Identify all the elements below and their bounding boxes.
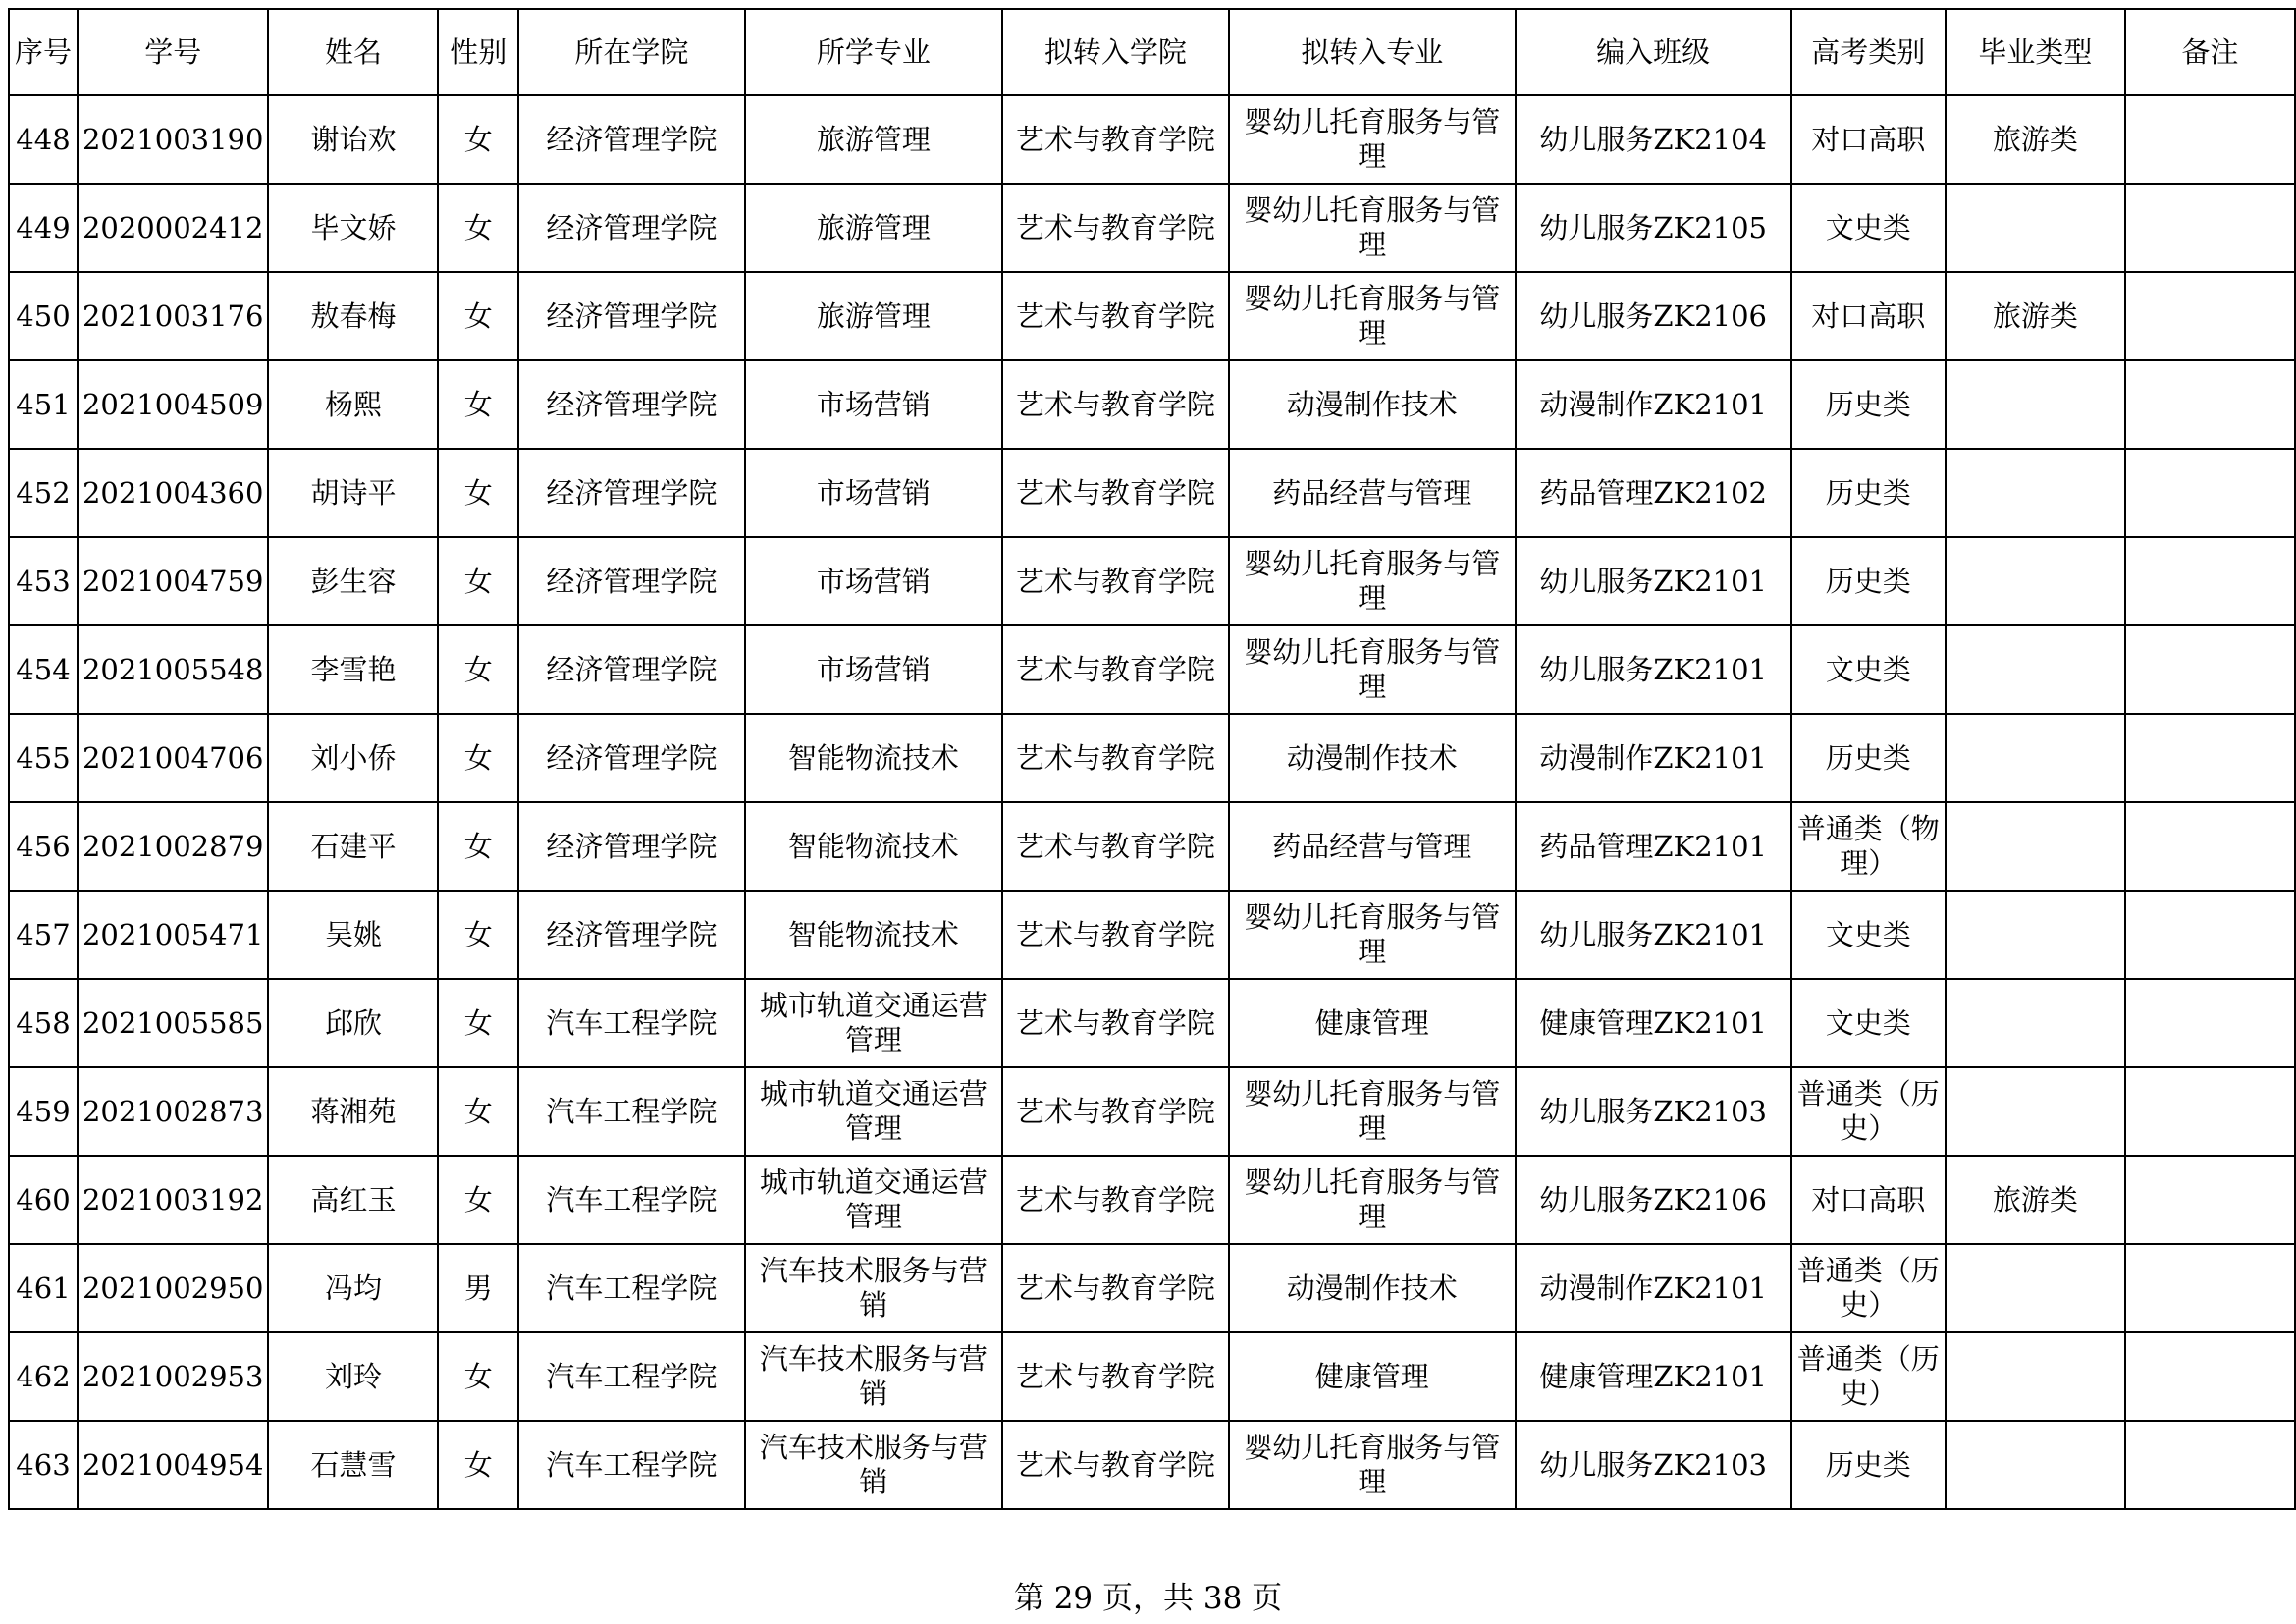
cell-target-major: 婴幼儿托育服务与管理 xyxy=(1229,184,1516,272)
cell-target-college: 艺术与教育学院 xyxy=(1002,1244,1229,1332)
column-header-gender: 性别 xyxy=(438,9,518,95)
column-header-graduation-type: 毕业类型 xyxy=(1946,9,2125,95)
cell-student-id: 2021004509 xyxy=(78,360,269,449)
cell-target-major: 动漫制作技术 xyxy=(1229,714,1516,802)
cell-student-id: 2021004360 xyxy=(78,449,269,537)
table-row xyxy=(9,360,2295,449)
cell-current-college: 汽车工程学院 xyxy=(518,979,745,1067)
cell-gender: 女 xyxy=(438,802,518,891)
cell-graduation-type: 旅游类 xyxy=(1946,272,2125,360)
cell-gender: 女 xyxy=(438,625,518,714)
cell-current-college: 经济管理学院 xyxy=(518,360,745,449)
cell-student-id: 2021002950 xyxy=(78,1244,269,1332)
cell-gender: 女 xyxy=(438,1421,518,1509)
cell-current-college: 经济管理学院 xyxy=(518,537,745,625)
cell-student-id: 2021003192 xyxy=(78,1156,269,1244)
cell-target-college: 艺术与教育学院 xyxy=(1002,802,1229,891)
cell-seq: 459 xyxy=(9,1067,78,1156)
cell-student-id: 2021002873 xyxy=(78,1067,269,1156)
cell-gender: 女 xyxy=(438,979,518,1067)
cell-assigned-class: 幼儿服务ZK2101 xyxy=(1516,537,1791,625)
cell-exam-category: 文史类 xyxy=(1791,891,1946,979)
cell-target-college: 艺术与教育学院 xyxy=(1002,1421,1229,1509)
cell-remarks xyxy=(2125,449,2295,537)
cell-assigned-class: 幼儿服务ZK2103 xyxy=(1516,1067,1791,1156)
cell-graduation-type xyxy=(1946,360,2125,449)
cell-exam-category: 历史类 xyxy=(1791,714,1946,802)
table-row xyxy=(9,891,2295,979)
cell-target-college: 艺术与教育学院 xyxy=(1002,95,1229,184)
cell-exam-category: 文史类 xyxy=(1791,625,1946,714)
cell-name: 刘玲 xyxy=(268,1332,438,1421)
cell-target-college: 艺术与教育学院 xyxy=(1002,979,1229,1067)
cell-remarks xyxy=(2125,1421,2295,1509)
cell-graduation-type xyxy=(1946,449,2125,537)
cell-name: 谢诒欢 xyxy=(268,95,438,184)
cell-target-college: 艺术与教育学院 xyxy=(1002,1332,1229,1421)
cell-exam-category: 普通类（历史） xyxy=(1791,1244,1946,1332)
cell-current-college: 经济管理学院 xyxy=(518,449,745,537)
column-header-target-college: 拟转入学院 xyxy=(1002,9,1229,95)
cell-seq: 461 xyxy=(9,1244,78,1332)
cell-seq: 450 xyxy=(9,272,78,360)
cell-student-id: 2021004759 xyxy=(78,537,269,625)
cell-assigned-class: 健康管理ZK2101 xyxy=(1516,1332,1791,1421)
cell-gender: 女 xyxy=(438,272,518,360)
table-row xyxy=(9,1421,2295,1509)
cell-graduation-type xyxy=(1946,1421,2125,1509)
cell-seq: 463 xyxy=(9,1421,78,1509)
cell-student-id: 2021005585 xyxy=(78,979,269,1067)
cell-target-major: 动漫制作技术 xyxy=(1229,360,1516,449)
cell-target-major: 婴幼儿托育服务与管理 xyxy=(1229,272,1516,360)
column-header-current-major: 所学专业 xyxy=(745,9,1002,95)
cell-seq: 454 xyxy=(9,625,78,714)
table-row xyxy=(9,979,2295,1067)
cell-assigned-class: 幼儿服务ZK2106 xyxy=(1516,272,1791,360)
cell-graduation-type xyxy=(1946,537,2125,625)
table-body xyxy=(9,95,2295,1509)
table-row xyxy=(9,184,2295,272)
cell-current-college: 汽车工程学院 xyxy=(518,1067,745,1156)
cell-remarks xyxy=(2125,1067,2295,1156)
cell-current-major: 城市轨道交通运营管理 xyxy=(745,979,1002,1067)
table-row xyxy=(9,95,2295,184)
cell-seq: 449 xyxy=(9,184,78,272)
cell-target-major: 药品经营与管理 xyxy=(1229,802,1516,891)
cell-target-college: 艺术与教育学院 xyxy=(1002,449,1229,537)
cell-exam-category: 对口高职 xyxy=(1791,1156,1946,1244)
student-transfer-table xyxy=(8,8,2296,1510)
cell-gender: 女 xyxy=(438,714,518,802)
cell-current-college: 经济管理学院 xyxy=(518,625,745,714)
cell-name: 高红玉 xyxy=(268,1156,438,1244)
cell-current-major: 智能物流技术 xyxy=(745,802,1002,891)
column-header-remarks: 备注 xyxy=(2125,9,2295,95)
cell-seq: 462 xyxy=(9,1332,78,1421)
cell-assigned-class: 幼儿服务ZK2101 xyxy=(1516,891,1791,979)
cell-target-major: 婴幼儿托育服务与管理 xyxy=(1229,1156,1516,1244)
cell-graduation-type xyxy=(1946,625,2125,714)
cell-current-major: 市场营销 xyxy=(745,537,1002,625)
cell-remarks xyxy=(2125,891,2295,979)
cell-graduation-type xyxy=(1946,184,2125,272)
cell-gender: 女 xyxy=(438,1156,518,1244)
cell-current-major: 智能物流技术 xyxy=(745,891,1002,979)
table-row xyxy=(9,449,2295,537)
cell-name: 刘小侨 xyxy=(268,714,438,802)
page-footer: 第 29 页，共 38 页 xyxy=(1013,1581,1283,1616)
cell-target-major: 婴幼儿托育服务与管理 xyxy=(1229,537,1516,625)
table-row xyxy=(9,1244,2295,1332)
cell-exam-category: 普通类（历史） xyxy=(1791,1067,1946,1156)
cell-exam-category: 历史类 xyxy=(1791,360,1946,449)
cell-exam-category: 历史类 xyxy=(1791,1421,1946,1509)
cell-current-college: 汽车工程学院 xyxy=(518,1244,745,1332)
cell-assigned-class: 健康管理ZK2101 xyxy=(1516,979,1791,1067)
cell-exam-category: 文史类 xyxy=(1791,979,1946,1067)
cell-seq: 451 xyxy=(9,360,78,449)
cell-assigned-class: 幼儿服务ZK2101 xyxy=(1516,625,1791,714)
cell-target-college: 艺术与教育学院 xyxy=(1002,1156,1229,1244)
cell-target-major: 婴幼儿托育服务与管理 xyxy=(1229,1421,1516,1509)
cell-current-major: 旅游管理 xyxy=(745,272,1002,360)
cell-assigned-class: 药品管理ZK2102 xyxy=(1516,449,1791,537)
cell-name: 吴姚 xyxy=(268,891,438,979)
cell-target-college: 艺术与教育学院 xyxy=(1002,625,1229,714)
cell-name: 蒋湘苑 xyxy=(268,1067,438,1156)
cell-student-id: 2021003176 xyxy=(78,272,269,360)
cell-current-college: 经济管理学院 xyxy=(518,272,745,360)
table-row xyxy=(9,1067,2295,1156)
column-header-assigned-class: 编入班级 xyxy=(1516,9,1791,95)
cell-seq: 460 xyxy=(9,1156,78,1244)
column-header-exam-category: 高考类别 xyxy=(1791,9,1946,95)
cell-graduation-type xyxy=(1946,1332,2125,1421)
cell-student-id: 2021002953 xyxy=(78,1332,269,1421)
cell-seq: 458 xyxy=(9,979,78,1067)
cell-target-college: 艺术与教育学院 xyxy=(1002,360,1229,449)
table-row xyxy=(9,537,2295,625)
cell-target-college: 艺术与教育学院 xyxy=(1002,537,1229,625)
cell-current-college: 汽车工程学院 xyxy=(518,1421,745,1509)
cell-current-major: 智能物流技术 xyxy=(745,714,1002,802)
cell-current-major: 汽车技术服务与营销 xyxy=(745,1332,1002,1421)
cell-target-major: 婴幼儿托育服务与管理 xyxy=(1229,891,1516,979)
cell-seq: 456 xyxy=(9,802,78,891)
table-row xyxy=(9,802,2295,891)
cell-remarks xyxy=(2125,537,2295,625)
cell-current-major: 城市轨道交通运营管理 xyxy=(745,1156,1002,1244)
cell-student-id: 2021004954 xyxy=(78,1421,269,1509)
cell-current-major: 市场营销 xyxy=(745,360,1002,449)
column-header-name: 姓名 xyxy=(268,9,438,95)
cell-current-college: 经济管理学院 xyxy=(518,714,745,802)
cell-seq: 455 xyxy=(9,714,78,802)
cell-assigned-class: 药品管理ZK2101 xyxy=(1516,802,1791,891)
cell-seq: 457 xyxy=(9,891,78,979)
cell-target-major: 婴幼儿托育服务与管理 xyxy=(1229,1067,1516,1156)
cell-remarks xyxy=(2125,1332,2295,1421)
cell-target-college: 艺术与教育学院 xyxy=(1002,184,1229,272)
cell-assigned-class: 幼儿服务ZK2103 xyxy=(1516,1421,1791,1509)
cell-target-major: 婴幼儿托育服务与管理 xyxy=(1229,95,1516,184)
cell-remarks xyxy=(2125,95,2295,184)
table-row xyxy=(9,714,2295,802)
cell-graduation-type xyxy=(1946,979,2125,1067)
cell-assigned-class: 幼儿服务ZK2105 xyxy=(1516,184,1791,272)
cell-remarks xyxy=(2125,360,2295,449)
cell-seq: 452 xyxy=(9,449,78,537)
cell-gender: 女 xyxy=(438,1067,518,1156)
cell-current-college: 经济管理学院 xyxy=(518,184,745,272)
column-header-target-major: 拟转入专业 xyxy=(1229,9,1516,95)
cell-graduation-type xyxy=(1946,802,2125,891)
cell-student-id: 2021003190 xyxy=(78,95,269,184)
cell-current-college: 汽车工程学院 xyxy=(518,1156,745,1244)
cell-name: 邱欣 xyxy=(268,979,438,1067)
cell-name: 毕文娇 xyxy=(268,184,438,272)
cell-exam-category: 历史类 xyxy=(1791,537,1946,625)
cell-seq: 453 xyxy=(9,537,78,625)
cell-assigned-class: 幼儿服务ZK2106 xyxy=(1516,1156,1791,1244)
cell-gender: 男 xyxy=(438,1244,518,1332)
cell-exam-category: 对口高职 xyxy=(1791,95,1946,184)
cell-remarks xyxy=(2125,802,2295,891)
cell-graduation-type xyxy=(1946,714,2125,802)
cell-gender: 女 xyxy=(438,891,518,979)
cell-target-major: 健康管理 xyxy=(1229,1332,1516,1421)
cell-name: 冯均 xyxy=(268,1244,438,1332)
cell-remarks xyxy=(2125,184,2295,272)
table-row xyxy=(9,1156,2295,1244)
cell-remarks xyxy=(2125,625,2295,714)
cell-target-major: 药品经营与管理 xyxy=(1229,449,1516,537)
cell-target-college: 艺术与教育学院 xyxy=(1002,714,1229,802)
cell-student-id: 2021005548 xyxy=(78,625,269,714)
table-row xyxy=(9,1332,2295,1421)
table-row xyxy=(9,625,2295,714)
cell-current-major: 城市轨道交通运营管理 xyxy=(745,1067,1002,1156)
cell-exam-category: 文史类 xyxy=(1791,184,1946,272)
cell-name: 胡诗平 xyxy=(268,449,438,537)
cell-assigned-class: 动漫制作ZK2101 xyxy=(1516,714,1791,802)
cell-student-id: 2020002412 xyxy=(78,184,269,272)
cell-student-id: 2021005471 xyxy=(78,891,269,979)
cell-graduation-type xyxy=(1946,1067,2125,1156)
cell-seq: 448 xyxy=(9,95,78,184)
cell-target-college: 艺术与教育学院 xyxy=(1002,891,1229,979)
cell-student-id: 2021002879 xyxy=(78,802,269,891)
table-row xyxy=(9,272,2295,360)
cell-current-college: 经济管理学院 xyxy=(518,891,745,979)
cell-graduation-type: 旅游类 xyxy=(1946,95,2125,184)
cell-student-id: 2021004706 xyxy=(78,714,269,802)
cell-name: 石建平 xyxy=(268,802,438,891)
cell-graduation-type: 旅游类 xyxy=(1946,1156,2125,1244)
cell-remarks xyxy=(2125,979,2295,1067)
cell-name: 石慧雪 xyxy=(268,1421,438,1509)
header-row xyxy=(9,9,2295,95)
cell-target-college: 艺术与教育学院 xyxy=(1002,1067,1229,1156)
cell-current-major: 汽车技术服务与营销 xyxy=(745,1244,1002,1332)
cell-target-major: 健康管理 xyxy=(1229,979,1516,1067)
cell-gender: 女 xyxy=(438,537,518,625)
column-header-student-id: 学号 xyxy=(78,9,269,95)
cell-name: 敖春梅 xyxy=(268,272,438,360)
cell-exam-category: 普通类（历史） xyxy=(1791,1332,1946,1421)
cell-remarks xyxy=(2125,714,2295,802)
cell-current-college: 经济管理学院 xyxy=(518,95,745,184)
cell-assigned-class: 动漫制作ZK2101 xyxy=(1516,360,1791,449)
column-header-seq: 序号 xyxy=(9,9,78,95)
column-header-current-college: 所在学院 xyxy=(518,9,745,95)
cell-name: 彭生容 xyxy=(268,537,438,625)
cell-current-major: 市场营销 xyxy=(745,625,1002,714)
cell-name: 李雪艳 xyxy=(268,625,438,714)
cell-current-major: 旅游管理 xyxy=(745,95,1002,184)
cell-gender: 女 xyxy=(438,1332,518,1421)
cell-exam-category: 历史类 xyxy=(1791,449,1946,537)
cell-target-major: 婴幼儿托育服务与管理 xyxy=(1229,625,1516,714)
cell-current-major: 市场营销 xyxy=(745,449,1002,537)
cell-assigned-class: 动漫制作ZK2101 xyxy=(1516,1244,1791,1332)
cell-exam-category: 对口高职 xyxy=(1791,272,1946,360)
cell-current-major: 汽车技术服务与营销 xyxy=(745,1421,1002,1509)
cell-gender: 女 xyxy=(438,360,518,449)
cell-assigned-class: 幼儿服务ZK2104 xyxy=(1516,95,1791,184)
cell-name: 杨熙 xyxy=(268,360,438,449)
cell-target-college: 艺术与教育学院 xyxy=(1002,272,1229,360)
cell-current-college: 经济管理学院 xyxy=(518,802,745,891)
cell-current-college: 汽车工程学院 xyxy=(518,1332,745,1421)
cell-exam-category: 普通类（物理） xyxy=(1791,802,1946,891)
cell-remarks xyxy=(2125,272,2295,360)
cell-remarks xyxy=(2125,1244,2295,1332)
cell-gender: 女 xyxy=(438,449,518,537)
cell-target-major: 动漫制作技术 xyxy=(1229,1244,1516,1332)
cell-remarks xyxy=(2125,1156,2295,1244)
cell-graduation-type xyxy=(1946,1244,2125,1332)
cell-gender: 女 xyxy=(438,184,518,272)
cell-graduation-type xyxy=(1946,891,2125,979)
cell-current-major: 旅游管理 xyxy=(745,184,1002,272)
cell-gender: 女 xyxy=(438,95,518,184)
